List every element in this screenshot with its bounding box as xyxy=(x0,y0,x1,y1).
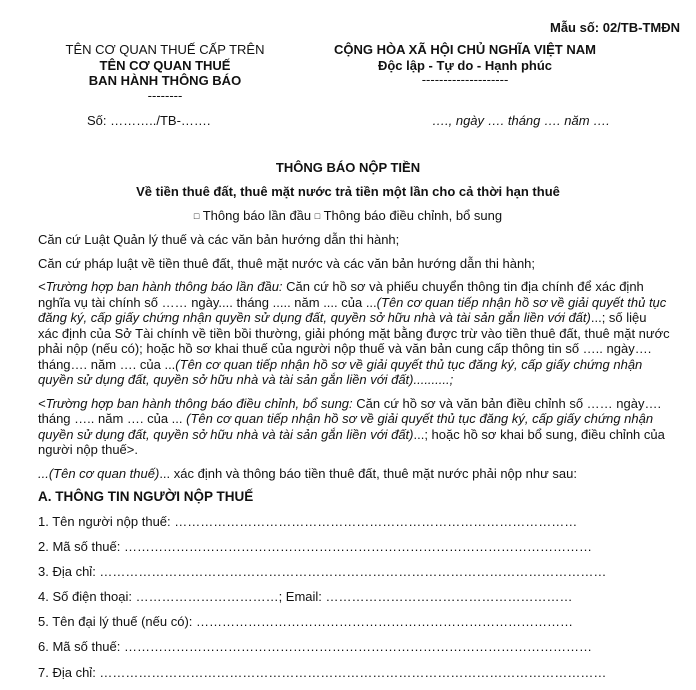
field-tax-agent-name: 5. Tên đại lý thuế (nếu có): …………………………………………………………………………… xyxy=(38,614,574,630)
document-date: …., ngày …. tháng …. năm …. xyxy=(432,113,610,128)
left-separator: -------- xyxy=(147,87,183,103)
motto: Độc lập - Tự do - Hạnh phúc xyxy=(377,57,553,73)
notice-type-options xyxy=(0,208,696,223)
national-motto-block xyxy=(300,42,630,86)
section-a-heading: A. THÔNG TIN NGƯỜI NỘP THUẾ xyxy=(38,489,254,504)
document-number: Số: ………../TB-……. xyxy=(87,113,211,128)
checkbox-adjust-notice[interactable]: □ xyxy=(314,211,321,221)
superior-tax-office: TÊN CƠ QUAN THUẾ CẤP TRÊN xyxy=(65,42,265,57)
field-tax-code: 2. Mã số thuế: ……………………………………………………………………………………………… xyxy=(38,539,592,555)
adjust-notice-basis: <Trường hợp ban hành thông báo điều chỉnh, bổ sung: Căn cứ hồ sơ và văn bản điều chỉnh số …… ngày…. tháng ….. năm …. của ... (Tên cơ quan tiếp nhận hồ sơ về giải quyết thủ tục đăng ký, cấp giấy chứng nhận quyền sử dụng đất, quyền sở hữu nhà và tài sản gắn liền với đất)...; hoặc hồ sơ khai bổ sung, điều chỉnh của người nộp thuế>. xyxy=(38,395,665,457)
field-phone-email: 4. Số điện thoại: ……………………………; Email: ………………………………………………… xyxy=(38,589,573,605)
right-separator: -------------------- xyxy=(421,72,509,87)
legal-basis-2: Căn cứ pháp luật về tiền thuê đất, thuê mặt nước và các văn bản hướng dẫn thi hành; xyxy=(38,255,536,271)
document-subtitle: Về tiền thuê đất, thuê mặt nước trả tiền một lần cho cả thời hạn thuê xyxy=(136,184,560,199)
issuing-office: BAN HÀNH THÔNG BÁO xyxy=(88,73,242,88)
checkbox-first-notice[interactable]: □ xyxy=(193,211,200,221)
determination-statement: ...(Tên cơ quan thuế)... xác định và thông báo tiền thuê đất, thuê mặt nước phải nộp như sau: xyxy=(38,465,577,481)
tax-office-name: TÊN CƠ QUAN THUẾ xyxy=(99,57,231,73)
first-notice-basis: <Trường hợp ban hành thông báo lần đầu: Căn cứ hồ sơ và phiếu chuyển thông tin địa chính để xác định nghĩa vụ tài chính số …… ngày.... tháng ..... năm .... của ...(Tên cơ quan tiếp nhận hồ sơ về giải quyết thủ tục đăng ký, cấp giấy chứng nhận quyền sử dụng đất, quyền sở hữu nhà và tài sản gắn liền với đất)...; số liệu xác định của Sở Tài chính về tiền bồi thường, giải phóng mặt bằng được trừ vào tiền thuê đất, thuê mặt nước phải nộp (nếu có); hoặc hồ sơ khai thuế của người nộp thuế và văn bản cung cấp thông tin số ….. ngày…. tháng…. năm …. của ...(Tên cơ quan tiếp nhận hồ sơ về giải quyết thủ tục đăng ký, cấp giấy chứng nhận quyền sử dụng đất, quyền sở hữu nhà và tài sản gắn liền với đất)..........; xyxy=(38,279,670,387)
field-agent-address: 7. Địa chỉ: ……………………………………………………………………………………………………… xyxy=(38,664,607,680)
issuing-authority-block xyxy=(30,42,300,102)
country-name: CỘNG HÒA XÃ HỘI CHỦ NGHĨA VIỆT NAM xyxy=(334,42,596,57)
document-body xyxy=(38,232,670,690)
field-taxpayer-name: 1. Tên người nộp thuế: ………………………………………………………………………………… xyxy=(38,514,578,529)
field-agent-tax-code: 6. Mã số thuế: ……………………………………………………………………………………………… xyxy=(38,639,592,655)
option-first-notice-label: Thông báo lần đầu xyxy=(202,208,312,223)
document-title: THÔNG BÁO NỘP TIỀN xyxy=(275,160,421,175)
field-address: 3. Địa chỉ: ……………………………………………………………………………………………………… xyxy=(38,564,607,580)
form-number: Mẫu số: 02/TB-TMĐN xyxy=(550,20,680,35)
legal-basis-1: Căn cứ Luật Quản lý thuế và các văn bản hướng dẫn thi hành; xyxy=(38,232,400,247)
option-adjust-notice-label: Thông báo điều chỉnh, bổ sung xyxy=(323,208,503,223)
